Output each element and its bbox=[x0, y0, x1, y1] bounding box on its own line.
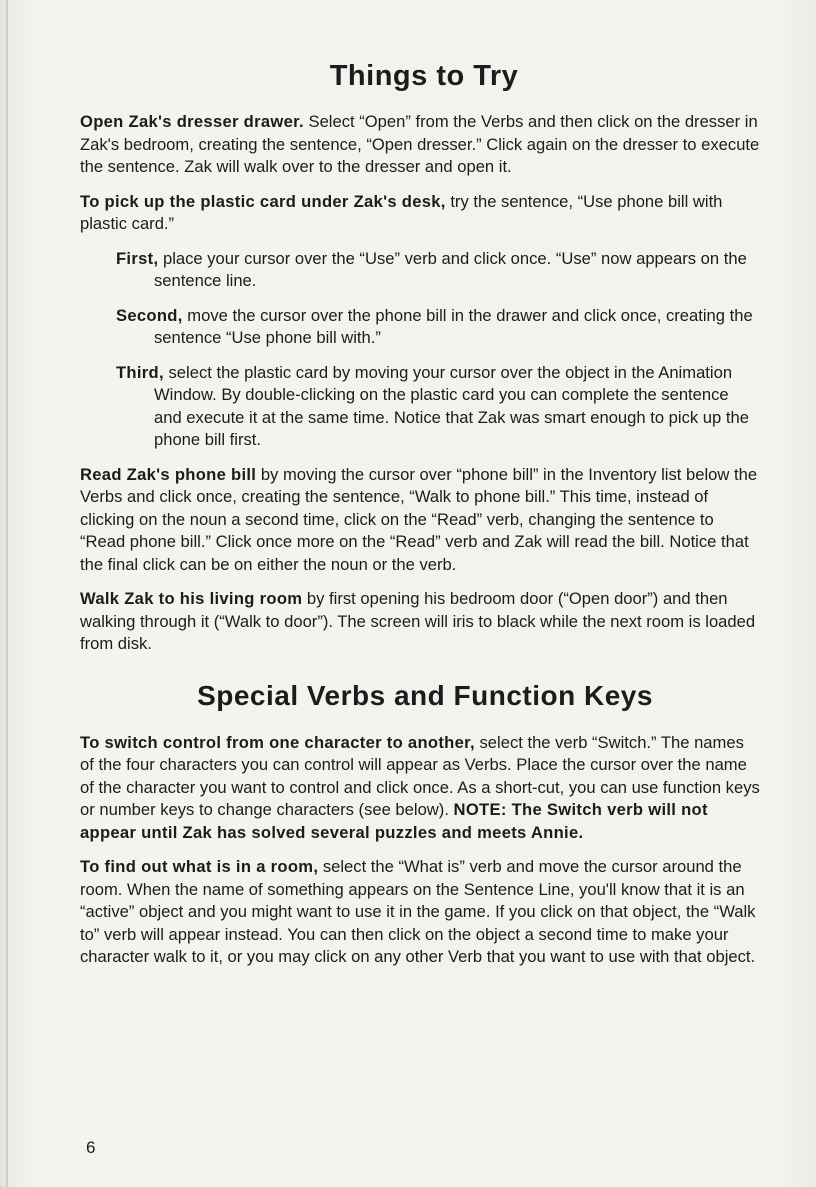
paragraph-what-is bbox=[80, 856, 760, 969]
lead-switch-control: To switch control from one character to another, bbox=[80, 732, 475, 752]
paragraph-pick-up-card bbox=[80, 191, 760, 236]
body-what-is: select the “What is” verb and move the cursor around the room. When the name of something appears on the Sentence Line, you'll know that it is an “active” object and you might want to use it in the game. If you click on that object, the “Walk to” verb will appear instead. You can then click on the object a second time to make your character walk to it, or you may click on any other Verb that you want to use with that object. bbox=[80, 857, 756, 966]
body-step-second: move the cursor over the phone bill in the drawer and click once, creating the sentence “Use phone bill with.” bbox=[154, 305, 753, 347]
paragraph-read-phone-bill bbox=[80, 464, 760, 577]
paragraph-walk-living-room bbox=[80, 588, 760, 656]
binding-edge bbox=[6, 0, 8, 1187]
lead-step-third: Third, bbox=[116, 362, 164, 382]
lead-open-dresser: Open Zak's dresser drawer. bbox=[80, 112, 304, 131]
lead-step-first: First, bbox=[116, 248, 159, 268]
lead-walk-living-room: Walk Zak to his living room bbox=[80, 589, 303, 608]
body-step-third: select the plastic card by moving your cursor over the object in the Animation Window. By double-clicking on the plastic card you can complete the sentence and execute it at the same time. Notice that Zak was smart enough to pick up the phone bill first. bbox=[154, 362, 749, 449]
paragraph-switch-control bbox=[80, 732, 760, 845]
paragraph-open-dresser bbox=[80, 111, 760, 179]
page-title: Things to Try bbox=[329, 60, 519, 92]
page-number: 6 bbox=[86, 1138, 96, 1157]
step-first bbox=[80, 248, 760, 293]
lead-pick-up-card: To pick up the plastic card under Zak's desk, bbox=[80, 191, 446, 211]
section-title: Special Verbs and Function Keys bbox=[197, 679, 653, 711]
body-read-phone-bill: by moving the cursor over “phone bill” in the Inventory list below the Verbs and click once, creating the sentence, “Walk to phone bill.” This time, instead of clicking on the noun a second time, click on the “Read” verb, changing the sentence to “Read phone bill.” Click once more on the “Read” verb and Zak will read the bill. Notice that the final click can be on either the noun or the verb. bbox=[80, 464, 758, 574]
body-pick-up-card: try the sentence, “Use phone bill with plastic card.” bbox=[80, 191, 723, 233]
lead-what-is: To find out what is in a room, bbox=[80, 857, 319, 876]
body-open-dresser: Select “Open” from the Verbs and then click on the dresser in Zak's bedroom, creating the sentence, “Open dresser.” Click again on the dresser to execute the sentence. Zak will walk over to the dresser and open it. bbox=[80, 112, 760, 176]
lead-step-second: Second, bbox=[116, 305, 183, 325]
page-content bbox=[80, 60, 760, 981]
lead-read-phone-bill: Read Zak's phone bill bbox=[80, 464, 257, 484]
step-second bbox=[80, 305, 760, 350]
note-switch-verb: NOTE: The Switch verb will not appear until Zak has solved several puzzles and meets Annie. bbox=[80, 800, 708, 842]
body-step-first: place your cursor over the “Use” verb and click once. “Use” now appears on the sentence line. bbox=[154, 248, 747, 290]
body-switch-control: select the verb “Switch.” The names of the four characters you can control will appear as Verbs. Place the cursor over the name of the character you want to control and click once. As a short-cut, you can use function keys or number keys to change characters (see below). bbox=[80, 732, 760, 819]
step-third bbox=[80, 362, 760, 452]
body-walk-living-room: by first opening his bedroom door (“Open door”) and then walking through it (“Walk to door”). The screen will iris to black while the next room is loaded from disk. bbox=[80, 589, 756, 653]
